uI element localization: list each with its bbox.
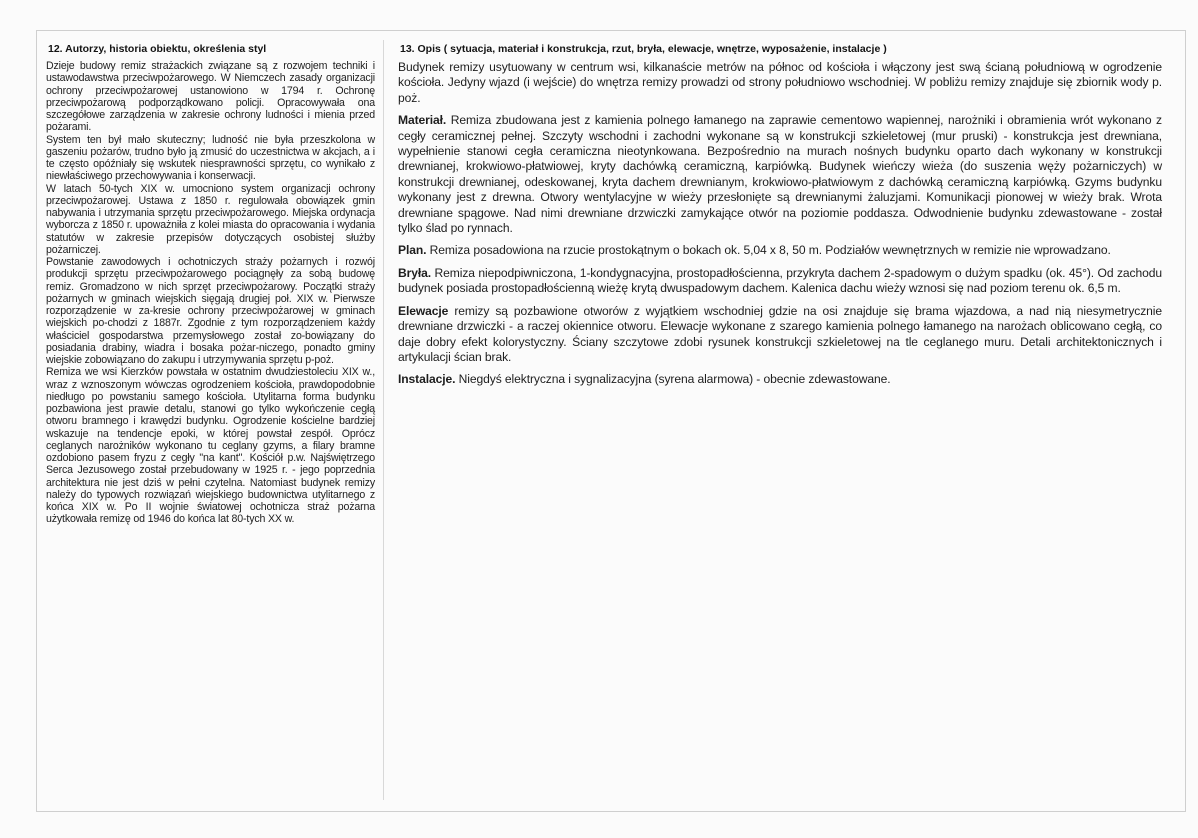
history-paragraph-1: Dzieje budowy remiz strażackich związane są z rozwojem techniki i ustawodawstwa przeciwpożarowego. W Niemczech zasady organizacji ochrony przeciwpożarowej ustanowiono w 1794 r. Ochronę przeciwpożarową podporządkowano policji. Opracowywała ona szczegółowe zarządzenia w zakresie ochrony ludności i mienia przed pożarami. (46, 60, 375, 134)
instalacje-paragraph (398, 372, 1162, 387)
history-paragraph-5: Remiza we wsi Kierzków powstała w ostatnim dwudziestoleciu XIX w., wraz z wznoszonym wówczas ogrodzeniem kościoła, prawdopodobnie niedługo po powstaniu samego kościoła. Utylitarna forma budynku pozbawiona jest prawie detalu, stanowi go tylko wykończenie cegłą otworu bramnego i krawędzi budynku. Ogrodzenie kościelne bardziej wskazuje na tendencje epoki, w której powstał zespół. Oprócz ceglanych narożników wykonano tu ceglany gzyms, a filary bramne ozdobiono pasem fryzu z cegły "na kant". Kościół p.w. Najświętrzego Serca Jezusowego został przebudowany w 1925 r. - jego poprzednia architektura nie jest dziś w pełni czytelna. Natomiast budynek remizy należy do typowych rozwiązań wiejskiego budownictwa utylitarnego z końca XIX w. Po II wojnie światowej ochotnicza straż pożarna użytkowała remizę od 1946 do końca lat 80-tych XX w. (46, 366, 375, 526)
elewacje-text: remizy są pozbawione otworów z wyjątkiem wschodniej gdzie na osi znajduje się brama wjazdowa, a nad nią niesymetrycznie drewniane drzwiczki - a raczej okiennice otworu. Elewacje wykonane z szarego kamienia polnego łamanego na narożach oblicowano cegłą, co daje dobry efekt kolorystyczny. Ściany szczytowe zdobi rysunek konstrukcji szkieletowej na tle ceglanego muru. Detali architektonicznych i artykulacji ścian brak. (398, 303, 1162, 364)
plan-label: Plan. (398, 243, 427, 258)
right-column (398, 40, 1162, 800)
bryla-text: Remiza niepodpiwniczona, 1-kondygnacyjna, prostopadłościenna, przykryta dachem 2-spadowym o dużym spadku (ok. 45°). Od zachodu budynek posiada prostopadłościenną wieżę krytą dwuspadowym dachem. Kalenica dachu wieży wznosi się nad poziom terenu ok. 6,5 m. (398, 265, 1162, 296)
history-paragraph-3: W latach 50-tych XIX w. umocniono system organizacji ochrony przeciwpożarowej. Ustawa z 1850 r. regulowała obowiązek gmin nabywania i utrzymania sprzętu przeciwpożarowego. Miejska ordynacja wyborcza z 1850 r. upoważniła z kolei miasta do opracowania i wydania statutów w zakresie przepisów dotyczących osobistej służby pożarniczej. (46, 182, 375, 256)
section-13-body (398, 60, 1162, 388)
material-paragraph (398, 113, 1162, 236)
history-paragraph-2: System ten był mało skuteczny; ludność nie była przeszkolona w gaszeniu pożarów, trudno było ją zmusić do uczestnictwa w akcjach, a i te często opóźniały się wskutek niesprawności sprzętu, co wynikało z niewłaściwego przechowywania i konserwacji. (46, 133, 375, 183)
plan-text: Remiza posadowiona na rzucie prostokątnym o bokach ok. 5,04 x 8, 50 m. Podziałów wewnętrznych w remizie nie wprowadzano. (426, 243, 1111, 258)
intro-paragraph: Budynek remizy usytuowany w centrum wsi, kilkanaście metrów na północ od kościoła i włączony jest swą ścianą południową w ogrodzenie kościoła. Jedyny wjazd (i wejście) do wnętrza remizy prowadzi od strony południowo wschodniej. W pobliżu remizy znajduje się zbiornik wody p. poż. (398, 60, 1162, 105)
history-paragraph-4: Powstanie zawodowych i ochotniczych straży pożarnych i rozwój produkcji sprzętu przeciwpożarowego pociągnęły za sobą budowę remiz. Gromadzono w nich sprzęt przeciwpożarowy. Początki straży pożarnych w gminach wiejskich sięgają drugiej poł. XIX w. Pierwsze rozporządzenie w za-kresie ochrony przeciwpożarowej w gminach wiejskich po-chodzi z 1887r. Zgodnie z tym rozporządzeniem każdy właściciel gospodarstwa przemysłowego został zo-bowiązany do posiadania drabiny, wiadra i bosaka pożar-niczego, ponadto gminy wiejskie zobowiązano do zakupu i utrzymywania sprzętu p-poż. (46, 256, 375, 366)
material-text: Remiza zbudowana jest z kamienia polnego łamanego na zaprawie cementowo wapiennej, narożniki i obramienia wrót wykonano z cegły ceramicznej pełnej. Szczyty wschodni i zachodni wykonane są w konstrukcji szkieletowej (mur pruski) - konstrukcja jest drewniana, wypełnienie stanowi cegła ceramiczna nieotynkowana. Bezpośrednio na murach nośnych budynku oparto dach wykonany w konstrukcji drewnianej, krokwiowo-płatwiowej, kryty dachówką ceramiczną, karpiówką. Budynek wieńczy wieża (do suszenia węży pożarniczych) w konstrukcji drewnianej, odeskowanej, kryta dachem drewnianym, krokwiowo-płatwiowym z dachówką ceramiczną karpiówką. Gzyms budynku wykonany jest z drewna. Otwory wentylacyjne w wieży przesłonięte są drewnianymi żaluzjami. Komunikacji pionowej w wieży brak. Wrota drewniane spągowe. Nad nimi drewniane drzwiczki zamykające otwór na poziomie poddasza. Odwodnienie budynku zdewastowane - został tylko ślad po rynnach. (398, 113, 1162, 236)
elewacje-label: Elewacje (398, 303, 449, 318)
section-12-body (46, 60, 375, 526)
bryla-label: Bryła. (398, 265, 432, 280)
elewacje-paragraph (398, 304, 1162, 366)
section-12-heading: 12. Autorzy, historia obiektu, określenia styl (48, 43, 267, 55)
bryla-paragraph (398, 266, 1162, 297)
section-13-heading: 13. Opis ( sytuacja, materiał i konstrukcja, rzut, bryła, elewacje, wnętrze, wyposażenie, instalacje ) (400, 43, 887, 55)
left-column (46, 40, 384, 800)
material-label: Materiał. (398, 113, 447, 128)
instalacje-text: Niegdyś elektryczna i sygnalizacyjna (syrena alarmowa) - obecnie zdewastowane. (455, 372, 891, 387)
plan-paragraph (398, 243, 1162, 258)
instalacje-label: Instalacje. (398, 372, 456, 387)
